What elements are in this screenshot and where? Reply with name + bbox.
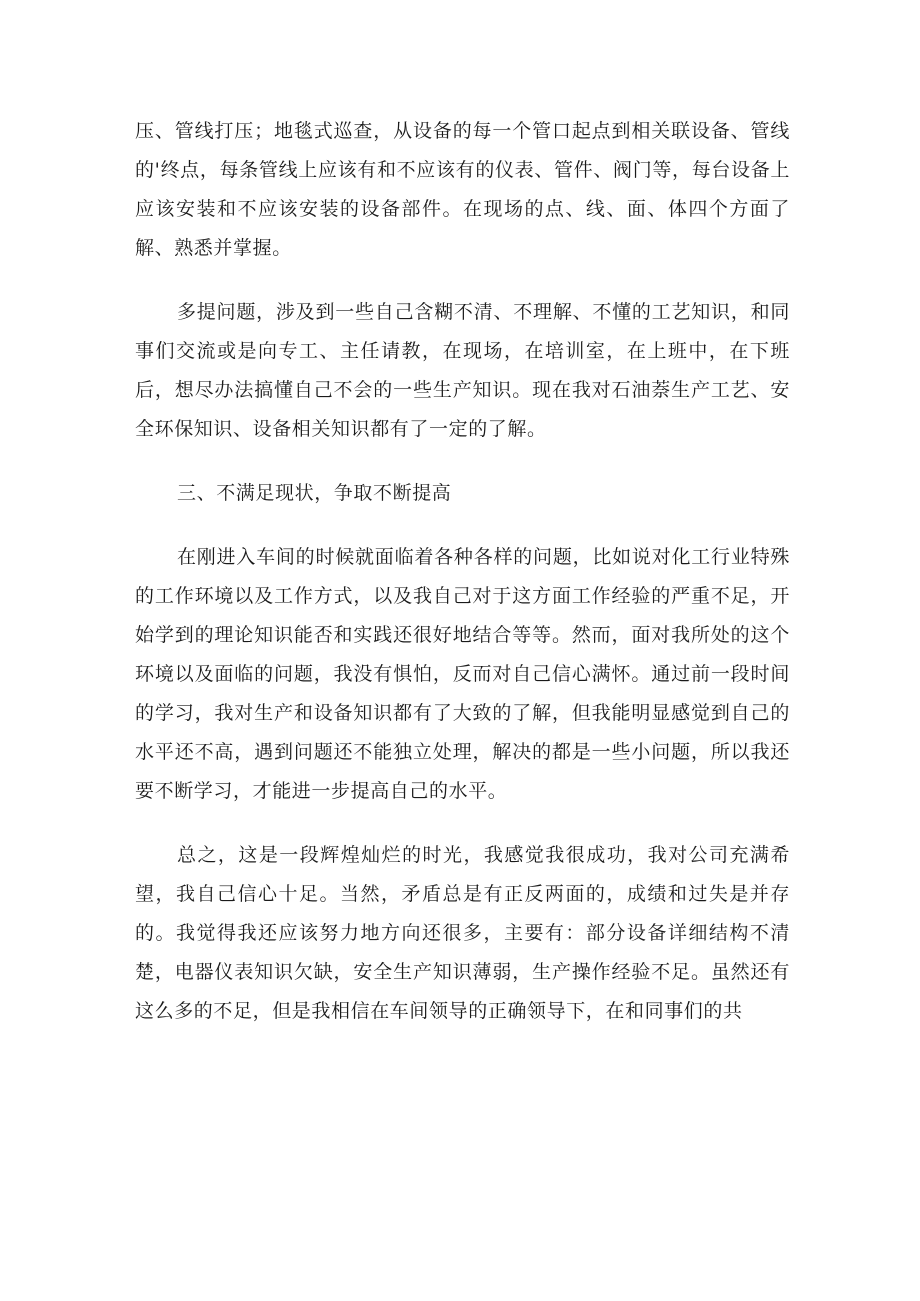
paragraph-summary: 总之，这是一段辉煌灿烂的时光，我感觉我很成功，我对公司充满希望，我自己信心十足。当然，矛盾总是有正反两面的，成绩和过失是并存的。我觉得我还应该努力地方向还很多，主要有：部分设备详细结构不清楚，电器仪表知识欠缺，安全生产知识薄弱，生产操作经验不足。虽然还有这么多的不足，但是我相信在车间领导的正确领导下，在和同事们的共 bbox=[135, 844, 790, 1022]
paragraph-continuation: 压、管线打压；地毯式巡查，从设备的每一个管口起点到相关联设备、管线的'终点，每条管线上应该有和不应该有的仪表、管件、阀门等，每台设备上应该安装和不应该安装的设备部件。在现场的点、线、面、体四个方面了解、熟悉并掌握。 bbox=[135, 120, 790, 259]
section-heading: 三、不满足现状，争取不断提高 bbox=[177, 482, 452, 504]
paragraph-challenges: 在刚进入车间的时候就面临着各种各样的问题，比如说对化工行业特殊的工作环境以及工作方式，以及我自己对于这方面工作经验的严重不足，开始学到的理论知识能否和实践还很好地结合等等。然而，面对我所处的这个环境以及面临的问题，我没有惧怕，反而对自己信心满怀。通过前一段时间的学习，我对生产和设备知识都有了大致的了解，但我能明显感觉到自己的水平还不高，遇到问题还不能独立处理，解决的都是一些小问题，所以我还要不断学习，才能进一步提高自己的水平。 bbox=[135, 546, 790, 802]
document-body bbox=[135, 112, 790, 1031]
paragraph-ask-questions: 多提问题，涉及到一些自己含糊不清、不理解、不懂的工艺知识，和同事们交流或是向专工、主任请教，在现场，在培训室，在上班中，在下班后，想尽办法搞懂自己不会的一些生产知识。现在我对石油萘生产工艺、安全环保知识、设备相关知识都有了一定的了解。 bbox=[135, 301, 790, 440]
